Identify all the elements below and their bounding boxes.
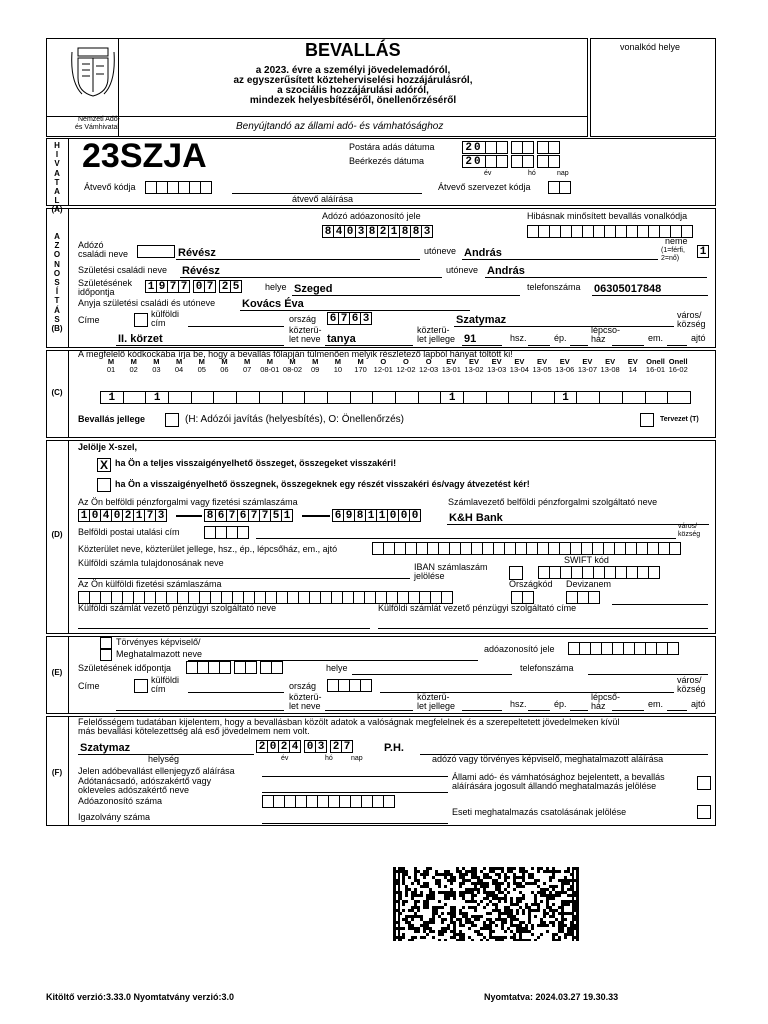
detail-code: EV 13-02 <box>464 357 484 374</box>
city-value: Szatymaz <box>456 314 507 326</box>
detail-code: EV 13-06 <box>555 357 575 374</box>
tax-id-field[interactable]: 8 4 0 3 8 2 1 8 8 3 <box>322 225 432 238</box>
detail-code: EV 13-03 <box>487 357 507 374</box>
section-e-label: (E) <box>51 668 63 677</box>
detail-code: M 02 <box>129 357 138 374</box>
detail-count-cell <box>123 391 147 404</box>
detail-code: M 08-02 <box>282 357 303 374</box>
section-c-label: (C) <box>51 388 63 397</box>
postal-date-label: Postára adás dátuma <box>349 142 435 152</box>
section-office-label: H I V A T A L (A) <box>51 141 63 215</box>
detail-count-cell <box>463 391 487 404</box>
detail-code: O 12-03 <box>419 357 439 374</box>
detail-code: M 04 <box>174 357 184 374</box>
birth-place-value: Szeged <box>294 283 333 295</box>
detail-code: Onell 16-02 <box>668 357 688 374</box>
public-type-value: 91 <box>464 333 477 345</box>
detail-count-cell <box>236 391 260 404</box>
authorized-checkbox[interactable] <box>100 649 112 661</box>
detail-count-cell <box>645 391 669 404</box>
account-part2[interactable]: 8 6 7 6 7 7 5 1 <box>204 509 292 522</box>
receiver-signature-label: átvevő aláírása <box>292 194 354 204</box>
receiver-code-label: Átvevő kódja <box>84 182 136 192</box>
detail-count-cell <box>508 391 532 404</box>
partial-refund-checkbox[interactable] <box>97 478 111 492</box>
agency-name-line2: és Vámhivatal <box>75 124 119 131</box>
detail-code: O 12-01 <box>373 357 393 374</box>
section-identification-label: A Z O N O S Í T Á S (B) <box>51 232 63 333</box>
detail-count-cell <box>350 391 374 404</box>
detail-count-cell <box>168 391 192 404</box>
detail-count-cell: 1 <box>440 391 464 404</box>
detail-code: M 08-01 <box>260 357 280 374</box>
detail-count-cell <box>327 391 351 404</box>
postal-zip-field[interactable] <box>204 526 248 539</box>
rep-tax-id-field[interactable] <box>568 642 678 655</box>
form-title: BEVALLÁS <box>305 40 401 60</box>
detail-code: M 01 <box>106 357 116 374</box>
given-name-value: András <box>464 247 502 259</box>
detail-count-cell <box>282 391 306 404</box>
zip-field[interactable]: 6 7 6 3 <box>327 312 371 325</box>
detail-code: M 10 <box>333 357 343 374</box>
family-name-value: Révész <box>178 247 216 259</box>
submit-to-text: Benyújtandó az állami adó- és vámhatósághoz <box>236 121 444 132</box>
section-d-label: (D) <box>51 530 63 539</box>
nature-checkbox[interactable] <box>165 413 179 427</box>
section-c-instruction: A megfelelő kódkockába írja be, hogy a bevallás főlapján túlmenően melyik részletező lapból hányat töltött ki! <box>78 349 513 359</box>
detail-code: EV 13-07 <box>577 357 598 374</box>
swift-field[interactable] <box>538 566 659 579</box>
detail-code: Onell 16-01 <box>645 357 666 374</box>
attach-authorization-checkbox[interactable] <box>697 805 711 819</box>
legal-rep-checkbox[interactable] <box>100 637 112 649</box>
detail-count-cell <box>418 391 442 404</box>
iban-checkbox[interactable] <box>509 566 523 580</box>
detail-count-cell <box>667 391 691 404</box>
postal-date-field[interactable]: 20 <box>462 141 559 154</box>
agency-name-line1: Nemzeti Adó- <box>78 116 121 123</box>
mother-value: Kovács Éva <box>242 298 304 310</box>
rep-birth-field[interactable] <box>186 661 282 674</box>
barcode-place-label: vonalkód helye <box>620 42 681 52</box>
form-code: 23SZJA <box>82 137 207 175</box>
sign-date-field[interactable]: 2 0 2 4 0 3 2 7 <box>256 740 352 753</box>
full-refund-checkbox[interactable]: X <box>97 458 111 472</box>
rep-foreign-checkbox[interactable] <box>134 679 148 693</box>
arrival-date-field[interactable]: 20 <box>462 155 559 168</box>
detail-count-cell <box>213 391 237 404</box>
public-area-value: tanya <box>327 333 356 345</box>
detail-count-cell <box>531 391 555 404</box>
detail-sheet-codes <box>100 358 690 374</box>
district-value: II. körzet <box>118 333 163 345</box>
permanent-authorization-checkbox[interactable] <box>697 776 711 790</box>
section-f-label: (F) <box>51 768 63 777</box>
detail-count-cell: 1 <box>554 391 578 404</box>
receiver-org-label: Átvevő szervezet kódja <box>438 182 531 192</box>
birth-given-value: András <box>487 265 525 277</box>
detail-code: EV 14 <box>627 357 638 374</box>
form-subtitle: a 2023. évre a személyi jövedelemadóról, az egyszerűsített közteherviselési hozzájárulásról, a szociális hozzájárulási adóról, mindezek helyesbítéséről, önellenőrzéséről <box>233 65 473 106</box>
footer-printed: Nyomtatva: 2024.03.27 19.30.33 <box>484 992 619 1002</box>
detail-code: M 06 <box>220 357 229 374</box>
bank-value: K&H Bank <box>449 512 503 524</box>
detail-code: M 03 <box>152 357 161 374</box>
account-part3[interactable]: 6 9 8 1 1 0 0 0 <box>332 509 420 522</box>
receiver-code-field[interactable] <box>145 181 211 194</box>
detail-code: O 12-02 <box>396 357 416 374</box>
birth-date-field[interactable]: 1 9 7 7 0 7 2 5 <box>145 280 241 293</box>
birth-family-value: Révész <box>182 265 220 277</box>
detail-code: EV 13-05 <box>532 357 552 374</box>
foreign-address-checkbox[interactable] <box>134 313 148 327</box>
detail-count-cell <box>395 391 419 404</box>
detail-code: M 05 <box>197 357 206 374</box>
detail-code: EV 13-04 <box>509 357 529 374</box>
detail-code: M 09 <box>311 357 320 374</box>
detail-count-cell <box>304 391 328 404</box>
coat-of-arms-icon <box>70 44 116 110</box>
detail-code: M 07 <box>242 357 252 374</box>
detail-count-cell <box>259 391 283 404</box>
detail-code: EV 13-01 <box>441 357 461 374</box>
detail-code: M 170 <box>354 357 367 374</box>
detail-count-cell <box>191 391 215 404</box>
arrival-date-label: Beérkezés dátuma <box>349 156 425 166</box>
detail-count-cell <box>486 391 510 404</box>
rep-zip-field[interactable] <box>327 679 371 692</box>
detail-count-cell: 1 <box>145 391 169 404</box>
gender-field[interactable]: 1 <box>697 245 708 258</box>
detail-count-cell <box>372 391 396 404</box>
account-part1[interactable]: 1 0 4 0 2 1 7 3 <box>78 509 166 522</box>
detail-count-cell <box>576 391 600 404</box>
receiver-org-field[interactable] <box>548 181 570 194</box>
detail-count-cell <box>599 391 623 404</box>
detail-count-cell <box>622 391 646 404</box>
street-field[interactable] <box>372 542 680 555</box>
advisor-id-field[interactable] <box>262 795 394 808</box>
2d-barcode <box>393 867 579 941</box>
detail-code: EV 13-08 <box>600 357 620 374</box>
detail-count-cell: 1 <box>100 391 124 404</box>
draft-checkbox[interactable] <box>640 413 654 427</box>
footer-version: Kitöltő verzió:3.33.0 Nyomtatvány verzió:3.0 <box>46 992 235 1002</box>
phone-value: 06305017848 <box>594 283 662 295</box>
detail-sheet-counts[interactable] <box>100 391 690 404</box>
sign-place-value: Szatymaz <box>80 742 131 754</box>
